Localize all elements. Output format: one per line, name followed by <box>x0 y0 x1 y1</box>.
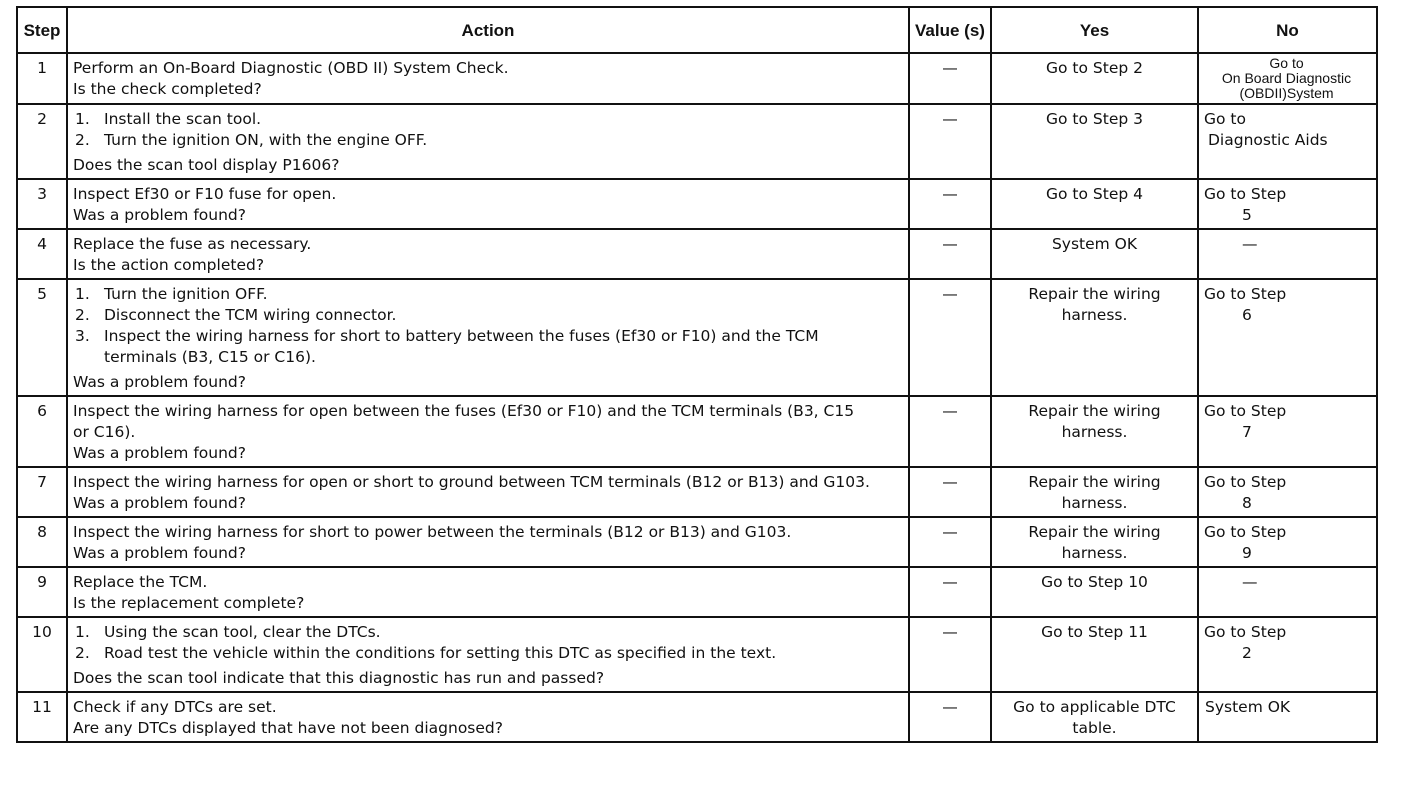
header-no: No <box>1198 7 1377 53</box>
value-cell: — <box>909 104 991 179</box>
action-question: Is the action completed? <box>73 256 265 274</box>
step-number: 5 <box>17 279 67 396</box>
no-text: (OBDII)System <box>1239 85 1334 101</box>
action-list <box>73 622 903 664</box>
action-text: Replace the fuse as necessary. <box>73 235 312 253</box>
no-cell <box>1198 104 1377 179</box>
no-text: 2 <box>1242 644 1252 662</box>
yes-cell: Repair the wiring harness. <box>991 467 1198 517</box>
table-row <box>17 617 1377 692</box>
value-cell: — <box>909 692 991 742</box>
no-cell <box>1198 467 1377 517</box>
action-cell <box>67 567 909 617</box>
no-text: Go to Step <box>1204 473 1287 491</box>
step-number: 3 <box>17 179 67 229</box>
action-question: Was a problem found? <box>73 444 246 462</box>
action-question: Are any DTCs displayed that have not been diagnosed? <box>73 719 503 737</box>
table-row <box>17 104 1377 179</box>
action-cell <box>67 104 909 179</box>
no-text: Go to Step <box>1204 623 1287 641</box>
step-number: 1 <box>17 53 67 104</box>
yes-cell: Go to Step 11 <box>991 617 1198 692</box>
action-list-item: 2. Road test the vehicle within the conditions for setting this DTC as specified in the text. <box>75 644 777 662</box>
no-text: On Board Diagnostic <box>1221 70 1352 86</box>
action-text: Check if any DTCs are set. <box>73 698 277 716</box>
value-cell: — <box>909 517 991 567</box>
action-cell <box>67 179 909 229</box>
action-cell <box>67 396 909 467</box>
no-cell <box>1198 279 1377 396</box>
action-question: Is the check completed? <box>73 80 262 98</box>
yes-cell: System OK <box>991 229 1198 279</box>
table-row <box>17 53 1377 104</box>
step-number: 2 <box>17 104 67 179</box>
table-row <box>17 467 1377 517</box>
table-row <box>17 692 1377 742</box>
action-cell <box>67 467 909 517</box>
no-cell <box>1198 617 1377 692</box>
no-text: Go to Step <box>1204 402 1287 420</box>
action-list-item: 1. Install the scan tool. <box>75 110 262 128</box>
no-cell <box>1198 692 1377 742</box>
value-cell: — <box>909 179 991 229</box>
value-cell: — <box>909 279 991 396</box>
no-text: Go to <box>1269 55 1304 71</box>
action-text: Inspect the wiring harness for open or short to ground between TCM terminals (B12 or B13) and G103. <box>73 473 870 491</box>
no-text: 7 <box>1242 423 1252 441</box>
action-cell <box>67 692 909 742</box>
action-list <box>73 284 903 368</box>
no-cell <box>1198 517 1377 567</box>
step-number: 9 <box>17 567 67 617</box>
action-question: Was a problem found? <box>73 206 246 224</box>
no-text: 6 <box>1242 306 1252 324</box>
step-number: 7 <box>17 467 67 517</box>
action-text: Perform an On-Board Diagnostic (OBD II) System Check. <box>73 59 509 77</box>
no-cell <box>1198 229 1377 279</box>
yes-cell: Repair the wiring harness. <box>991 396 1198 467</box>
no-text: Diagnostic Aids <box>1208 131 1328 149</box>
no-text: 9 <box>1242 544 1252 562</box>
action-cell <box>67 517 909 567</box>
no-text: System OK <box>1205 698 1291 716</box>
value-cell: — <box>909 229 991 279</box>
action-question: Was a problem found? <box>73 494 246 512</box>
action-cell <box>67 53 909 104</box>
action-cell <box>67 229 909 279</box>
header-action: Action <box>67 7 909 53</box>
no-cell <box>1198 396 1377 467</box>
value-cell: — <box>909 567 991 617</box>
no-text: 8 <box>1242 494 1252 512</box>
step-number: 4 <box>17 229 67 279</box>
no-text: Go to Step <box>1204 523 1287 541</box>
yes-cell: Go to Step 3 <box>991 104 1198 179</box>
action-list-item: 2. Disconnect the TCM wiring connector. <box>75 306 397 324</box>
header-row <box>17 7 1377 53</box>
table-row <box>17 567 1377 617</box>
value-cell: — <box>909 467 991 517</box>
action-cell <box>67 617 909 692</box>
value-cell: — <box>909 617 991 692</box>
header-value: Value (s) <box>909 7 991 53</box>
action-question: Was a problem found? <box>73 373 246 391</box>
action-list <box>73 109 903 151</box>
yes-cell: Go to Step 4 <box>991 179 1198 229</box>
value-cell: — <box>909 53 991 104</box>
yes-cell: Go to Step 10 <box>991 567 1198 617</box>
yes-cell: Repair the wiring harness. <box>991 517 1198 567</box>
action-list-item: 1. Turn the ignition OFF. <box>75 285 268 303</box>
action-text: Inspect Ef30 or F10 fuse for open. <box>73 185 337 203</box>
yes-cell: Go to Step 2 <box>991 53 1198 104</box>
table-row <box>17 229 1377 279</box>
action-question: Was a problem found? <box>73 544 246 562</box>
action-question: Does the scan tool indicate that this diagnostic has run and passed? <box>73 669 605 687</box>
action-list-item: 2. Turn the ignition ON, with the engine OFF. <box>75 131 428 149</box>
action-text: Replace the TCM. <box>73 573 208 591</box>
no-text: Go to Step <box>1204 285 1287 303</box>
no-cell <box>1198 567 1377 617</box>
no-text: 5 <box>1242 206 1252 224</box>
diagnostic-table <box>16 6 1378 743</box>
no-text: — <box>1242 573 1258 591</box>
value-cell: — <box>909 396 991 467</box>
action-cell <box>67 279 909 396</box>
no-text: — <box>1242 235 1258 253</box>
yes-cell: Repair the wiring harness. <box>991 279 1198 396</box>
action-question: Does the scan tool display P1606? <box>73 156 340 174</box>
step-number: 11 <box>17 692 67 742</box>
no-cell <box>1198 53 1377 104</box>
yes-cell: Go to applicable DTC table. <box>991 692 1198 742</box>
action-list-item: 3. Inspect the wiring harness for short to battery between the fuses (Ef30 or F10) and the TCM terminals (B3, C15 or C16). <box>75 327 819 366</box>
step-number: 10 <box>17 617 67 692</box>
no-text: Go to <box>1204 110 1246 128</box>
no-cell <box>1198 179 1377 229</box>
action-list-item: 1. Using the scan tool, clear the DTCs. <box>75 623 381 641</box>
table-row <box>17 279 1377 396</box>
action-question: Is the replacement complete? <box>73 594 305 612</box>
table-row <box>17 517 1377 567</box>
table-row <box>17 396 1377 467</box>
step-number: 8 <box>17 517 67 567</box>
header-step: Step <box>17 7 67 53</box>
action-text: Inspect the wiring harness for open between the fuses (Ef30 or F10) and the TCM terminals (B3, C15 or C16). <box>73 402 855 441</box>
table-row <box>17 179 1377 229</box>
action-text: Inspect the wiring harness for short to power between the terminals (B12 or B13) and G103. <box>73 523 792 541</box>
no-text: Go to Step <box>1204 185 1287 203</box>
header-yes: Yes <box>991 7 1198 53</box>
step-number: 6 <box>17 396 67 467</box>
